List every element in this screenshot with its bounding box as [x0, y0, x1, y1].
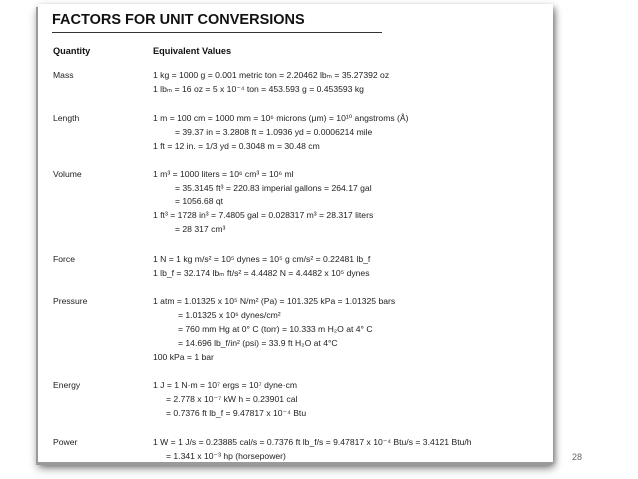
- volume-line-4: 1 ft³ = 1728 in³ = 7.4805 gal = 0.028317 m³ = 28.317 liters: [153, 210, 374, 220]
- pressure-line-5: 100 kPa = 1 bar: [153, 352, 214, 362]
- quantity-volume: Volume: [53, 169, 82, 179]
- volume-line-3: = 1056.68 qt: [175, 196, 224, 206]
- volume-line-5: = 28 317 cm³: [175, 224, 226, 234]
- mass-line-1: 1 kg = 1000 g = 0.001 metric ton = 2.20462 lbₘ = 35.27392 oz: [153, 70, 390, 80]
- power-line-1: 1 W = 1 J/s = 0.23885 cal/s = 0.7376 ft lb_f/s = 9.47817 x 10⁻⁴ Btu/s = 3.4121 Btu/h: [153, 437, 472, 447]
- power-line-2: = 1.341 x 10⁻³ hp (horsepower): [166, 451, 286, 461]
- length-line-2: = 39.37 in = 3.2808 ft = 1.0936 yd = 0.0006214 mile: [175, 127, 373, 137]
- volume-line-2: = 35.3145 ft³ = 220.83 imperial gallons = 264.17 gal: [175, 183, 372, 193]
- energy-line-3: = 0.7376 ft lb_f = 9.47817 x 10⁻⁴ Btu: [166, 408, 307, 418]
- quantity-power: Power: [53, 437, 78, 447]
- title-underline: [52, 32, 382, 33]
- quantity-mass: Mass: [53, 70, 74, 80]
- quantity-column-header: Quantity: [53, 46, 91, 56]
- quantity-force: Force: [53, 254, 75, 264]
- force-line-2: 1 lb_f = 32.174 lbₘ ft/s² = 4.4482 N = 4.4482 x 10⁵ dynes: [153, 268, 370, 278]
- force-line-1: 1 N = 1 kg m/s² = 10⁵ dynes = 10⁵ g cm/s² = 0.22481 lb_f: [153, 254, 371, 264]
- pressure-line-3: = 760 mm Hg at 0° C (torr) = 10.333 m H₂O at 4° C: [178, 324, 373, 334]
- length-line-1: 1 m = 100 cm = 1000 mm = 10⁶ microns (μm) = 10¹⁰ angstroms (Å): [153, 113, 409, 123]
- conversion-table-page: [38, 4, 553, 462]
- pressure-line-1: 1 atm = 1.01325 x 10⁵ N/m² (Pa) = 101.325 kPa = 1.01325 bars: [153, 296, 396, 306]
- energy-line-2: = 2.778 x 10⁻⁷ kW h = 0.23901 cal: [166, 394, 298, 404]
- mass-line-2: 1 lbₘ = 16 oz = 5 x 10⁻⁴ ton = 453.593 g = 0.453593 kg: [153, 84, 364, 94]
- page-number: 28: [572, 452, 583, 462]
- quantity-energy: Energy: [53, 380, 81, 390]
- length-line-3: 1 ft = 12 in. = 1/3 yd = 0.3048 m = 30.48 cm: [153, 141, 320, 151]
- pressure-line-4: = 14.696 lb_f/in² (psi) = 33.9 ft H₂O at 4°C: [178, 338, 338, 348]
- volume-line-1: 1 m³ = 1000 liters = 10⁶ cm³ = 10⁶ ml: [153, 169, 294, 179]
- quantity-length: Length: [53, 113, 80, 123]
- energy-line-1: 1 J = 1 N·m = 10⁷ ergs = 10⁷ dyne·cm: [153, 380, 298, 390]
- values-column-header: Equivalent Values: [153, 46, 232, 56]
- quantity-pressure: Pressure: [53, 296, 88, 306]
- page-title: FACTORS FOR UNIT CONVERSIONS: [52, 12, 305, 28]
- pressure-line-2: = 1.01325 x 10⁶ dynes/cm²: [178, 310, 281, 320]
